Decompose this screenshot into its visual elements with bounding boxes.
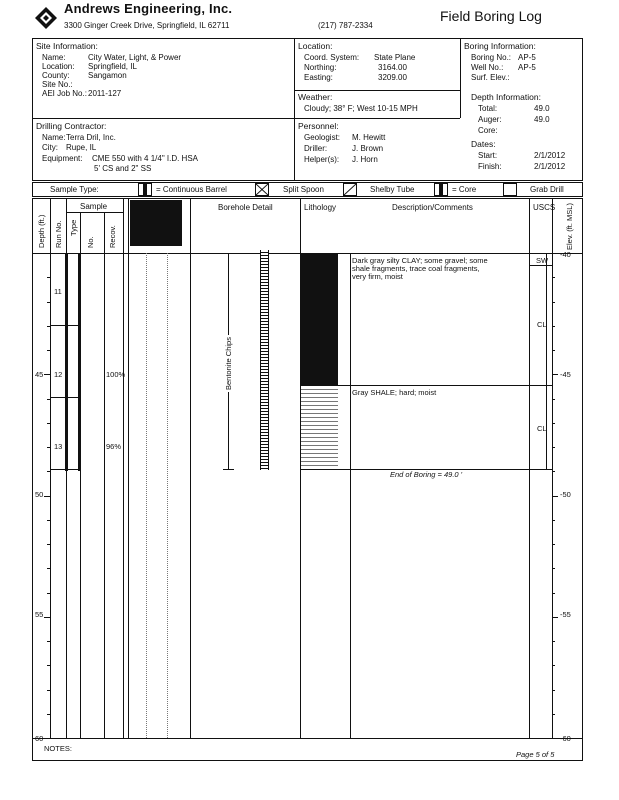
depth-scale-tick <box>44 253 50 254</box>
contractor-name-value: Terra Dril, Inc. <box>66 133 116 142</box>
col-depth: Depth (ft.) <box>37 214 46 248</box>
col-run-no: Run No. <box>54 220 63 248</box>
well-casing <box>260 250 269 470</box>
col-sample: Sample <box>80 202 108 211</box>
page-number: Page 5 of 5 <box>516 750 555 759</box>
depth-core-label: Core: <box>478 126 498 135</box>
equipment-label: Equipment: <box>42 154 83 163</box>
description-shale: Gray SHALE; hard; moist <box>352 388 437 397</box>
elev-scale-tick <box>552 641 555 642</box>
depth-scale-tick <box>47 447 50 448</box>
uscs-cl-2: CL <box>537 424 547 433</box>
depth-scale-tick <box>47 665 50 666</box>
elev-scale-tick <box>552 423 555 424</box>
notes-label: NOTES: <box>44 744 72 753</box>
depth-scale-tick <box>47 399 50 400</box>
elev-tick-50: -50 <box>560 490 571 499</box>
elev-scale-tick <box>552 277 555 278</box>
personnel-heading: Personnel: <box>298 121 339 131</box>
depth-auger-label: Auger: <box>478 115 502 124</box>
depth-scale-tick <box>47 544 50 545</box>
recovery-chart-header <box>130 200 182 246</box>
col-lithology: Lithology <box>304 203 337 212</box>
job-no-label: AEI Job No.: <box>42 89 87 98</box>
depth-scale-tick <box>47 471 50 472</box>
company-logo <box>34 6 58 30</box>
weather-value: Cloudy; 38° F; West 10-15 MPH <box>304 104 418 113</box>
elev-scale-tick <box>552 253 558 254</box>
elev-tick-45: -45 <box>560 370 571 379</box>
company-name: Andrews Engineering, Inc. <box>64 1 233 16</box>
equipment-value: CME 550 with 4 1/4" I.D. HSA <box>92 154 198 163</box>
elev-scale-tick <box>552 350 555 351</box>
end-of-boring: End of Boring = 49.0 ' <box>390 470 463 479</box>
depth-scale-tick <box>47 641 50 642</box>
contractor-city-value: Rupe, IL <box>66 143 97 152</box>
depth-scale-tick <box>47 714 50 715</box>
depth-scale-tick <box>47 423 50 424</box>
depth-scale-tick <box>44 496 50 497</box>
elev-tick-55: -55 <box>560 610 571 619</box>
date-finish-label: Finish: <box>478 162 502 171</box>
boring-info-heading: Boring Information: <box>464 41 536 51</box>
depth-scale-tick <box>44 617 50 618</box>
dates-heading: Dates: <box>471 139 496 149</box>
elev-scale-tick <box>552 520 555 521</box>
contractor-name-label: Name: <box>42 133 66 142</box>
lithology-shale <box>301 386 338 469</box>
uscs-sw: SW <box>536 256 549 265</box>
coord-system-label: Coord. System: <box>304 53 360 62</box>
helper-label: Helper(s): <box>304 155 340 164</box>
elev-scale-tick <box>552 593 555 594</box>
run-no-12: 12 <box>54 370 63 379</box>
driller-value: J. Brown <box>352 144 384 153</box>
col-borehole-detail: Borehole Detail <box>218 203 273 212</box>
driller-label: Driller: <box>304 144 328 153</box>
col-no: No. <box>86 236 95 248</box>
continuous-barrel-icon <box>138 183 152 196</box>
site-name-label: Name: <box>42 53 66 62</box>
depth-scale-tick <box>47 520 50 521</box>
description-clay: Dark gray silty CLAY; some gravel; some shale fragments, trace coal fragments, very firm, moist <box>352 256 488 281</box>
borehole-label: Bentonite Chips <box>224 337 233 390</box>
shelby-tube-icon <box>343 183 357 196</box>
split-spoon-icon <box>255 183 269 196</box>
elev-scale-tick <box>552 714 555 715</box>
site-info-heading: Site Information: <box>36 41 98 51</box>
northing-value: 3164.00 <box>378 63 407 72</box>
elev-scale-tick <box>552 738 558 739</box>
elev-scale-tick <box>552 447 555 448</box>
run-no-13: 13 <box>54 442 63 451</box>
site-no-label: Site No.: <box>42 80 73 89</box>
col-uscs: USCS <box>533 203 556 212</box>
contractor-heading: Drilling Contractor: <box>36 121 107 131</box>
elev-scale-tick <box>552 326 555 327</box>
col-description: Description/Comments <box>392 203 473 212</box>
uscs-cl-1: CL <box>537 320 547 329</box>
legend-heading: Sample Type: <box>50 185 99 194</box>
elev-scale-tick <box>552 399 555 400</box>
site-name-value: City Water, Light, & Power <box>88 53 182 62</box>
depth-total-label: Total: <box>478 104 498 113</box>
lithology-clay <box>301 254 338 385</box>
run-barrel-bar-right <box>78 253 81 471</box>
company-address: 3300 Ginger Creek Drive, Springfield, IL 62711 <box>64 21 230 30</box>
elev-tick-40: -40 <box>560 250 571 259</box>
col-elevation: Elev. (ft. MSL) <box>565 203 574 250</box>
depth-tick-45: 45 <box>35 370 44 379</box>
coord-system-value: State Plane <box>374 53 416 62</box>
col-recovery: Recov. <box>108 225 117 248</box>
depth-scale-tick <box>44 738 50 739</box>
uscs-boundary <box>546 254 547 469</box>
col-type: Type <box>69 219 78 236</box>
run-recovery-12: 100% <box>106 370 126 379</box>
boring-no-label: Boring No.: <box>471 53 512 62</box>
legend-split-spoon: Split Spoon <box>283 185 324 194</box>
site-location-label: Location: <box>42 62 75 71</box>
elev-scale-tick <box>552 496 558 497</box>
weather-heading: Weather: <box>298 92 333 102</box>
depth-scale-tick <box>47 593 50 594</box>
site-county-label: County: <box>42 71 70 80</box>
elev-scale-tick <box>552 568 555 569</box>
depth-scale-tick <box>47 350 50 351</box>
depth-tick-60: 60 <box>35 734 44 743</box>
legend-grab-drill: Grab Drill <box>530 185 564 194</box>
well-no-value: AP-5 <box>518 63 536 72</box>
legend-shelby-tube: Shelby Tube <box>370 185 415 194</box>
depth-scale-tick <box>47 690 50 691</box>
easting-label: Easting: <box>304 73 333 82</box>
document-title: Field Boring Log <box>440 8 542 24</box>
depth-scale-tick <box>47 277 50 278</box>
geologist-value: M. Hewitt <box>352 133 386 142</box>
site-location-value: Springfield, IL <box>88 62 137 71</box>
grab-drill-icon <box>503 183 517 196</box>
elev-scale-tick <box>552 690 555 691</box>
location-heading: Location: <box>298 41 333 51</box>
elev-scale-tick <box>552 302 555 303</box>
legend-continuous-barrel: = Continuous Barrel <box>156 185 227 194</box>
run-no-11: 11 <box>54 287 62 296</box>
well-no-label: Well No.: <box>471 63 504 72</box>
elev-scale-tick <box>552 374 558 375</box>
date-start-label: Start: <box>478 151 498 160</box>
run-recovery-13: 96% <box>106 442 122 451</box>
equipment-value-2: 5' CS and 2" SS <box>94 164 152 173</box>
depth-tick-55: 55 <box>35 610 44 619</box>
elev-scale-tick <box>552 617 558 618</box>
depth-scale-tick <box>47 326 50 327</box>
run-barrel-bar <box>65 253 68 471</box>
depth-tick-50: 50 <box>35 490 44 499</box>
depth-scale-tick <box>47 568 50 569</box>
helper-value: J. Horn <box>352 155 378 164</box>
boring-no-value: AP-5 <box>518 53 536 62</box>
legend-core: = Core <box>452 185 477 194</box>
northing-label: Northing: <box>304 63 337 72</box>
depth-scale-tick <box>44 374 50 375</box>
easting-value: 3209.00 <box>378 73 407 82</box>
elev-scale-tick <box>552 544 555 545</box>
job-no-value: 2011-127 <box>88 89 122 98</box>
depth-auger-value: 49.0 <box>534 115 550 124</box>
elev-tick-60: -60 <box>560 734 571 743</box>
surf-elev-label: Surf. Elev.: <box>471 73 510 82</box>
contractor-city-label: City: <box>42 143 58 152</box>
company-phone: (217) 787-2334 <box>318 21 373 30</box>
elev-scale-tick <box>552 471 555 472</box>
date-start-value: 2/1/2012 <box>534 151 566 160</box>
core-icon <box>434 183 448 196</box>
depth-scale-tick <box>47 302 50 303</box>
elev-scale-tick <box>552 665 555 666</box>
date-finish-value: 2/1/2012 <box>534 162 566 171</box>
depth-total-value: 49.0 <box>534 104 550 113</box>
site-county-value: Sangamon <box>88 71 127 80</box>
geologist-label: Geologist: <box>304 133 341 142</box>
depth-info-heading: Depth Information: <box>471 92 541 102</box>
